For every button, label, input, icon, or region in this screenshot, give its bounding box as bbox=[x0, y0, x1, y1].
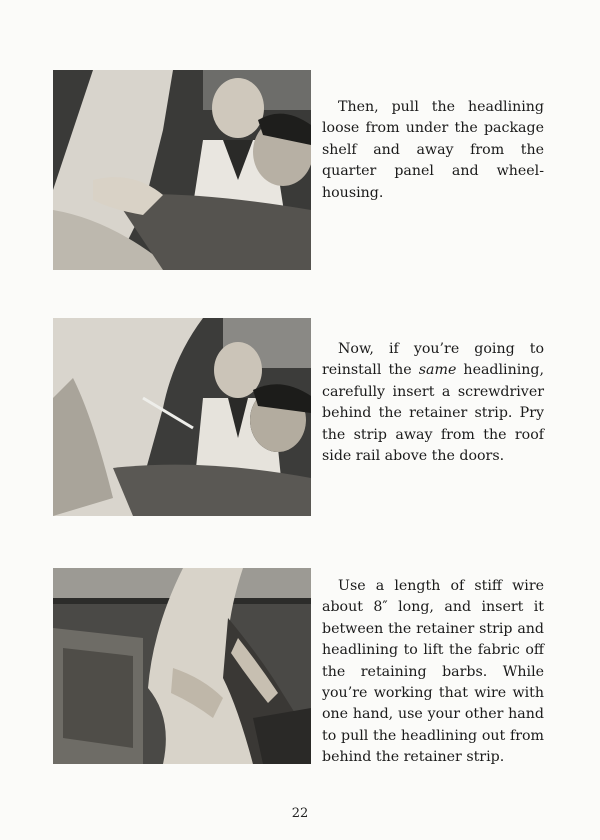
paragraph-2-end: headlining, carefully insert a screwdriver behind the retainer strip. Pry the strip away from the roof side rail above the doors. bbox=[322, 362, 544, 465]
paragraph-2 bbox=[322, 339, 544, 467]
photo-pull-headlining-image bbox=[53, 70, 311, 270]
page-number: 22 bbox=[291, 806, 309, 821]
photo-screwdriver bbox=[53, 318, 311, 516]
photo-pull-headlining bbox=[53, 70, 311, 270]
photo-screwdriver-image bbox=[53, 318, 311, 516]
photo-wire bbox=[53, 568, 311, 764]
paragraph-3: Use a length of stiff wire about 8″ long, and insert it between the retainer strip and headlining to lift the fabric off the retaining barbs. While you’re working that wire with one hand, use your other hand to pull the headlining out from behind the retainer strip. bbox=[322, 578, 544, 766]
paragraph-2-emphasis: same bbox=[418, 362, 457, 379]
paragraph-1: Then, pull the headlining loose from under the package shelf and away from the quarter panel and wheelhousing. bbox=[322, 99, 544, 201]
photo-wire-image bbox=[53, 568, 311, 764]
paragraph-2-start: Now, if you’re going to reinstall the bbox=[322, 341, 544, 379]
